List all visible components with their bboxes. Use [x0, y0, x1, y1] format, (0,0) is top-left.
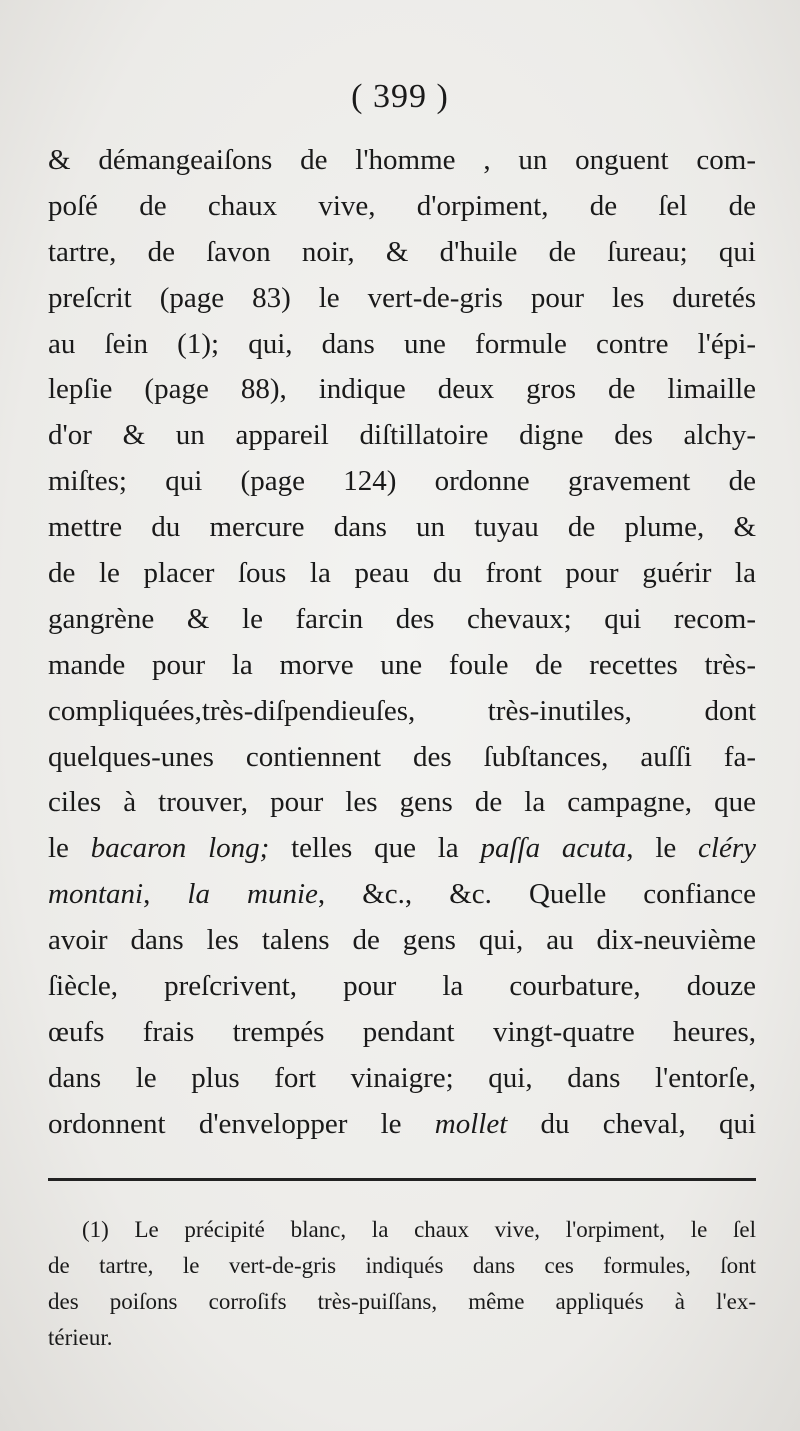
text-line: dans le plus fort vinaigre; qui, dans l'entorſe,	[48, 1061, 756, 1094]
italic-term: la munie	[187, 878, 318, 911]
text-run: ordonnent d'envelopper le	[48, 1107, 435, 1140]
text-line-with-italics	[48, 1102, 756, 1148]
italic-term: cléry	[698, 832, 756, 865]
text-line: ſiècle, preſcrivent, pour la courbature, douze	[48, 970, 756, 1003]
italic-term: mollet	[434, 1107, 508, 1140]
page-number: ( 399 )	[351, 78, 449, 115]
main-text	[48, 138, 756, 1148]
text-run: du cheval, qui	[507, 1107, 756, 1140]
text-line: au ſein (1); qui, dans une formule contre l'épi-	[48, 327, 756, 360]
text-line: ciles à trouver, pour les gens de la campagne, que	[48, 786, 756, 819]
footnote-line: des poiſons corroſifs très-puiſſans, même appliqués à l'ex-	[48, 1289, 756, 1314]
text-run: ,	[143, 878, 188, 911]
text-run: , le	[626, 832, 699, 865]
text-run: , &c., &c. Quelle confiance	[317, 878, 757, 911]
text-line: tartre, de ſavon noir, & d'huile de ſureau; qui	[48, 235, 756, 268]
text-line: lepſie (page 88), indique deux gros de limaille	[48, 373, 756, 406]
italic-term: bacaron long;	[90, 832, 270, 865]
text-line: d'or & un appareil diſtillatoire digne des alchy-	[48, 419, 756, 452]
text-line-with-italics	[48, 872, 756, 918]
text-line: de le placer ſous la peau du front pour guérir la	[48, 557, 756, 590]
footnote	[48, 1212, 756, 1356]
footnote-divider	[48, 1178, 756, 1181]
text-line: mettre du mercure dans un tuyau de plume, &	[48, 511, 756, 544]
text-line-with-italics	[48, 826, 756, 872]
text-run: telles que la	[269, 832, 481, 865]
italic-term: montani	[48, 878, 144, 911]
text-line: mande pour la morve une foule de recettes très-	[48, 648, 756, 681]
text-line: avoir dans les talens de gens qui, au dix-neuvième	[48, 924, 756, 957]
text-line: œufs frais trempés pendant vingt-quatre heures,	[48, 1015, 756, 1048]
footnote-line: térieur.	[48, 1325, 113, 1350]
text-run: le	[48, 832, 91, 865]
text-line: & démangeaiſons de l'homme , un onguent com-	[48, 144, 756, 176]
text-line: miſtes; qui (page 124) ordonne gravement de	[48, 465, 756, 498]
text-line: preſcrit (page 83) le vert-de-gris pour les duretés	[48, 281, 756, 314]
italic-term: paſſa acuta	[480, 832, 627, 865]
text-line: quelques-unes contiennent des ſubſtances, auſſi fa-	[48, 740, 756, 773]
footnote-line: de tartre, le vert-de-gris indiqués dans ces formules, ſont	[48, 1253, 756, 1278]
footnote-line: (1) Le précipité blanc, la chaux vive, l'orpiment, le ſel	[82, 1217, 756, 1242]
text-line: compliquées,très-diſpendieuſes, très-inutiles, dont	[48, 694, 756, 727]
text-line: poſé de chaux vive, d'orpiment, de ſel de	[48, 189, 756, 222]
text-line: gangrène & le farcin des chevaux; qui recom-	[48, 602, 756, 635]
